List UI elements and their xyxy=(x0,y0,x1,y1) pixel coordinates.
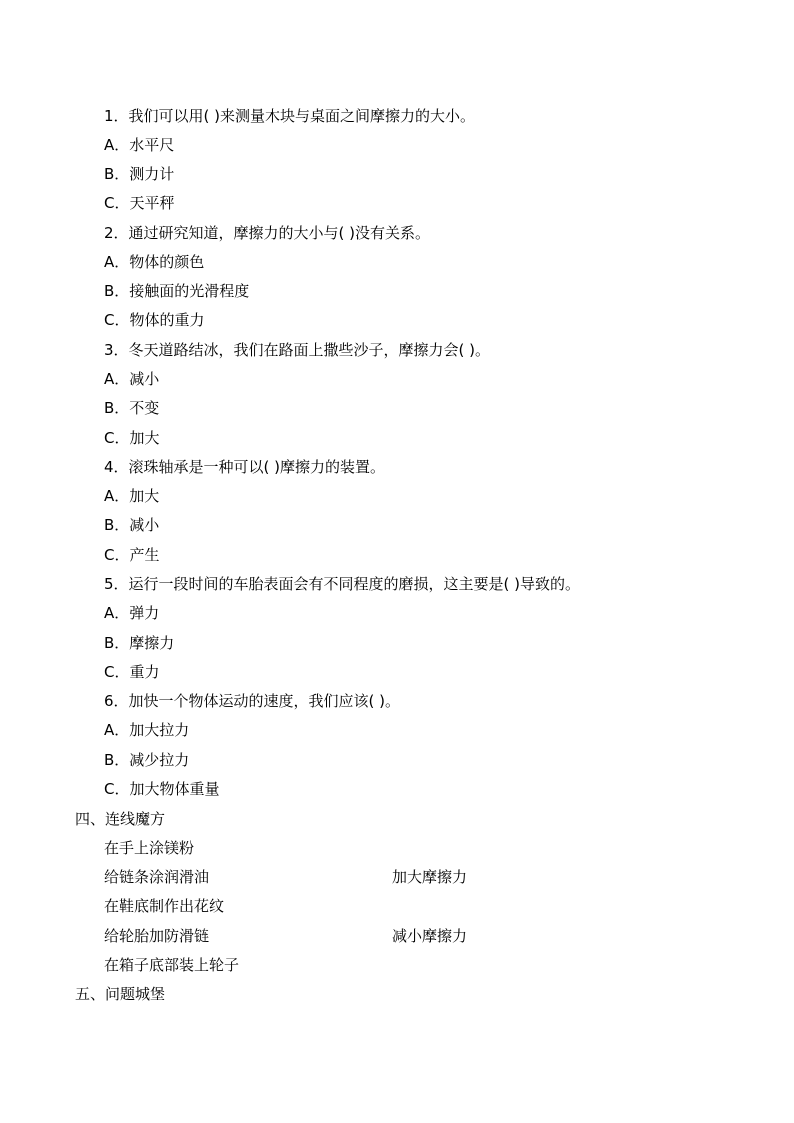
question-5-option-c: C．重力 xyxy=(104,663,160,681)
matching-right-item: 减小摩擦力 xyxy=(392,927,468,945)
question-4-option-b: B．减小 xyxy=(104,516,160,534)
question-1-option-a: A．水平尺 xyxy=(104,136,175,154)
matching-left-item: 在箱子底部装上轮子 xyxy=(104,956,240,974)
question-2-option-a: A．物体的颜色 xyxy=(104,253,205,271)
question-1-option-c: C．天平秤 xyxy=(104,194,175,212)
question-1-option-b: B．测力计 xyxy=(104,165,175,183)
matching-right-item: 加大摩擦力 xyxy=(392,868,468,886)
question-3-option-b: B．不变 xyxy=(104,399,160,417)
matching-left-item: 在手上涂镁粉 xyxy=(104,839,195,857)
question-4-option-a: A．加大 xyxy=(104,487,160,505)
section-5-title: 五、问题城堡 xyxy=(75,985,166,1003)
question-5-stem: 5．运行一段时间的车胎表面会有不同程度的磨损，这主要是( )导致的。 xyxy=(104,575,581,593)
question-2-option-b: B．接触面的光滑程度 xyxy=(104,282,250,300)
matching-left-item: 给轮胎加防滑链 xyxy=(104,927,210,945)
question-2-stem: 2．通过研究知道，摩擦力的大小与( )没有关系。 xyxy=(104,224,431,242)
question-3-stem: 3．冬天道路结冰，我们在路面上撒些沙子，摩擦力会( )。 xyxy=(104,341,491,359)
question-4-option-c: C．产生 xyxy=(104,546,160,564)
question-5-option-b: B．摩擦力 xyxy=(104,634,175,652)
question-3-option-a: A．减小 xyxy=(104,370,160,388)
question-1-stem: 1．我们可以用( )来测量木块与桌面之间摩擦力的大小。 xyxy=(104,107,476,125)
section-4-title: 四、连线魔方 xyxy=(75,810,166,828)
question-5-option-a: A．弹力 xyxy=(104,604,160,622)
matching-left-item: 在鞋底制作出花纹 xyxy=(104,897,225,915)
question-4-stem: 4．滚珠轴承是一种可以( )摩擦力的装置。 xyxy=(104,458,386,476)
question-3-option-c: C．加大 xyxy=(104,429,160,447)
question-6-option-c: C．加大物体重量 xyxy=(104,780,220,798)
matching-left-item: 给链条涂润滑油 xyxy=(104,868,210,886)
question-6-option-a: A．加大拉力 xyxy=(104,721,190,739)
question-6-stem: 6．加快一个物体运动的速度，我们应该( )。 xyxy=(104,692,401,710)
question-2-option-c: C．物体的重力 xyxy=(104,311,205,329)
question-6-option-b: B．减少拉力 xyxy=(104,751,190,769)
